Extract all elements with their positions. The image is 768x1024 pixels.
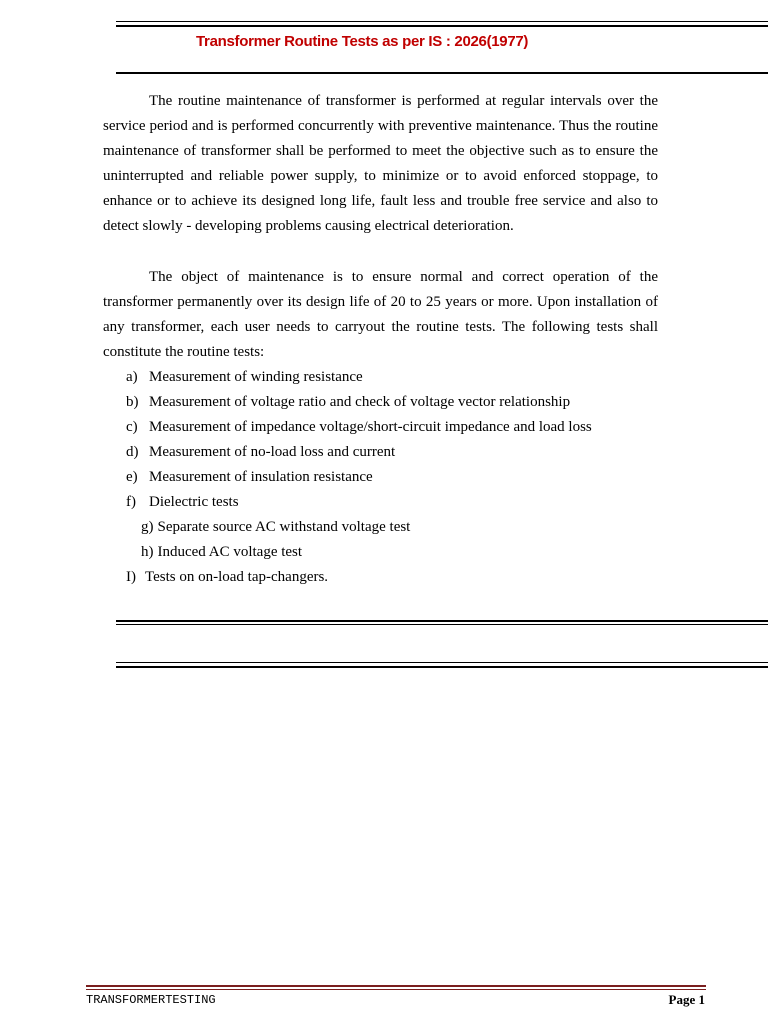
footer-document-name: TRANSFORMERTESTING: [86, 993, 216, 1007]
footer-rule-thin: [86, 989, 706, 990]
list-item-text: Measurement of winding resistance: [149, 369, 363, 385]
document-body: [103, 89, 658, 590]
list-item-text: Induced AC voltage test: [157, 544, 303, 560]
header-rule-thin: [116, 21, 768, 22]
list-item: [103, 365, 658, 390]
list-marker: f): [126, 494, 136, 510]
section-rule-thick-2: [116, 666, 768, 668]
list-item: [103, 415, 658, 440]
header-rule-thick: [116, 25, 768, 27]
section-rule-thin: [116, 624, 768, 625]
section-rule-thick: [116, 620, 768, 622]
list-marker: g): [141, 519, 154, 535]
list-marker: d): [126, 444, 139, 460]
list-marker: e): [126, 469, 138, 485]
list-item-text: Measurement of voltage ratio and check of voltage vector relationship: [149, 394, 571, 410]
page-title: Transformer Routine Tests as per IS : 2026(1977): [196, 33, 529, 50]
footer-page-number: Page 1: [668, 992, 705, 1007]
list-item: [103, 540, 658, 565]
list-marker: a): [126, 369, 138, 385]
list-item: [103, 390, 658, 415]
list-item: [103, 490, 658, 515]
paragraph-object: The object of maintenance is to ensure normal and correct operation of the transformer permanently over its design life of 20 to 25 years or more. Upon installation of any transformer, each user needs to carryout the routine tests. The following tests shall constitute the routine tests:: [103, 269, 658, 360]
list-item: [103, 465, 658, 490]
list-marker: h): [141, 544, 154, 560]
paragraph-intro: The routine maintenance of transformer is performed at regular intervals over the service period and is performed concurrently with preventive maintenance. Thus the routine maintenance of transformer shall be performed to meet the objective such as to ensure the uninterrupted and reliable power supply, to minimize or to avoid enforced stoppage, to enhance or to achieve its designed long life, fault less and trouble free service and also to detect slowly - developing problems causing electrical deterioration.: [103, 93, 658, 234]
list-item-text: Measurement of insulation resistance: [149, 469, 373, 485]
section-rule-thin-2: [116, 662, 768, 663]
list-item: [103, 440, 658, 465]
list-item-text: Dielectric tests: [149, 494, 239, 510]
list-marker: b): [126, 394, 139, 410]
list-item-text: Measurement of no-load loss and current: [149, 444, 396, 460]
list-item-text: Measurement of impedance voltage/short-circuit impedance and load loss: [149, 419, 592, 435]
list-marker: I): [126, 569, 136, 585]
title-underline-rule: [116, 72, 768, 74]
list-item: [103, 515, 658, 540]
list-marker: c): [126, 419, 138, 435]
list-item-text: Separate source AC withstand voltage test: [157, 519, 411, 535]
routine-tests-list: [103, 365, 658, 590]
list-item-text: Tests on on-load tap-changers.: [145, 569, 329, 585]
footer-rule-thick: [86, 985, 706, 987]
list-item: [103, 565, 658, 590]
